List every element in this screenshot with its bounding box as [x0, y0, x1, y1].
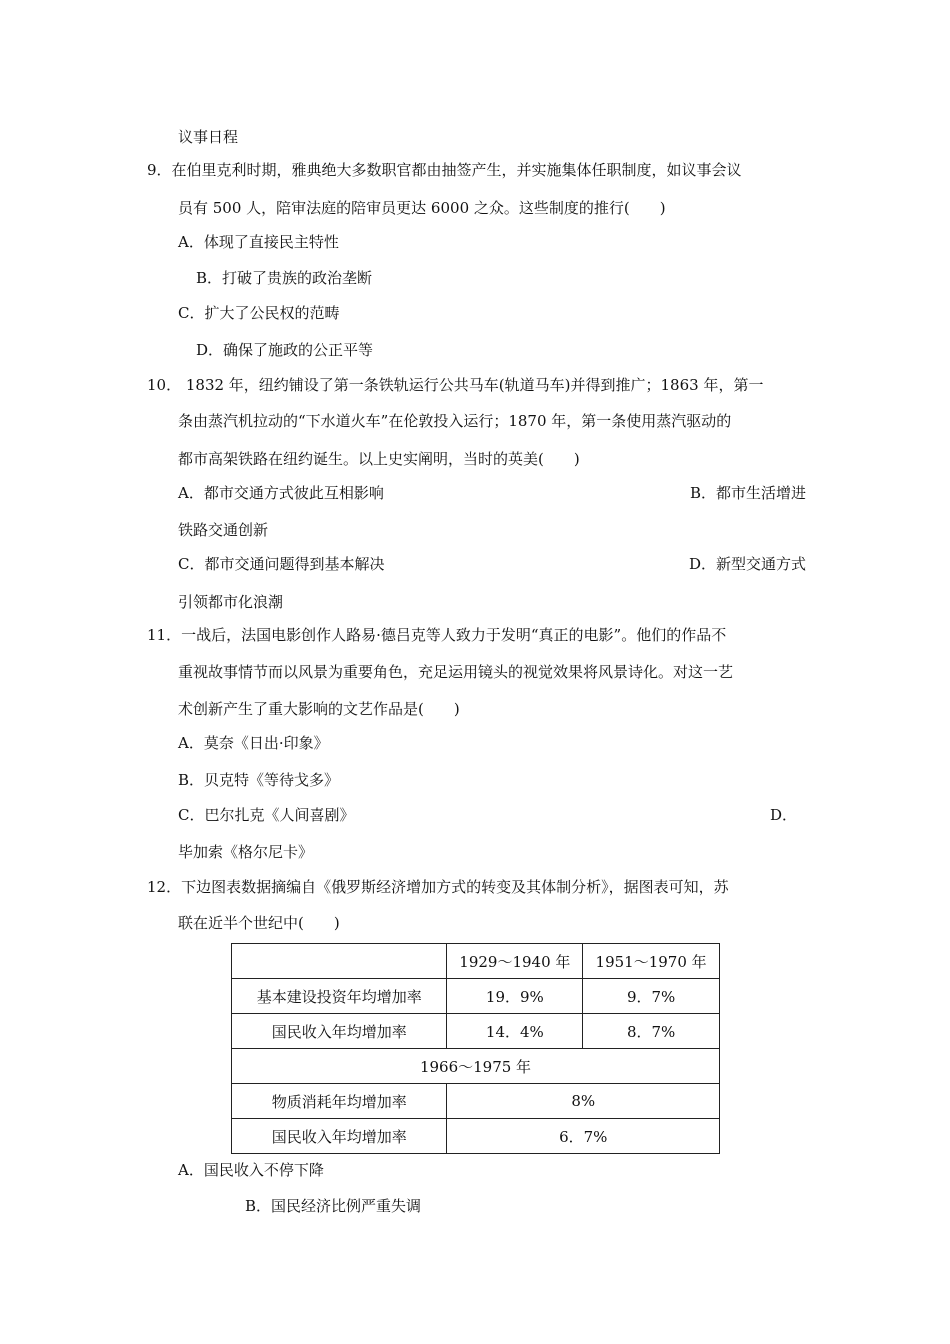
table-row-label: 国民收入年均增加率	[232, 1119, 447, 1154]
table-row	[232, 1049, 720, 1084]
question-11-stem-line3: 术创新产生了重大影响的文艺作品是( )	[178, 700, 460, 718]
table-row	[232, 1014, 720, 1049]
question-10-stem-line1: 10． 1832 年，纽约铺设了第一条铁轨运行公共马车(轨道马车)并得到推广；1863 年，第一	[147, 376, 764, 394]
question-9-stem-line2: 员有 500 人，陪审法庭的陪审员更达 6000 之众。这些制度的推行( )	[178, 199, 666, 217]
table-cell: 19．9%	[447, 979, 583, 1014]
question-9-option-d: D．确保了施政的公正平等	[196, 341, 374, 359]
question-11-stem-line1: 11．一战后，法国电影创作人路易·德吕克等人致力于发明“真正的电影”。他们的作品不	[147, 626, 727, 644]
table-row-label: 基本建设投资年均增加率	[232, 979, 447, 1014]
table-cell: 8．7%	[583, 1014, 720, 1049]
continued-text: 议事日程	[178, 128, 239, 146]
table-header-period-1: 1929～1940 年	[447, 944, 583, 979]
question-9-option-b: B．打破了贵族的政治垄断	[196, 269, 373, 287]
question-9-option-c: C．扩大了公民权的范畴	[178, 304, 340, 322]
table-row-label: 物质消耗年均增加率	[232, 1084, 447, 1119]
question-10-option-d-cont: 引领都市化浪潮	[178, 593, 284, 611]
question-12-option-b: B．国民经济比例严重失调	[245, 1197, 422, 1215]
question-12-stem-line2: 联在近半个世纪中( )	[178, 914, 340, 932]
question-11-option-b: B．贝克特《等待戈多》	[178, 771, 340, 789]
question-12-stem-line1: 12．下边图表数据摘编自《俄罗斯经济增加方式的转变及其体制分析》，据图表可知，苏	[147, 878, 729, 896]
table-header-period-2: 1951～1970 年	[583, 944, 720, 979]
question-11-stem-line2: 重视故事情节而以风景为重要角色，充足运用镜头的视觉效果将风景诗化。对这一艺	[178, 663, 734, 681]
table-cell: 6．7%	[447, 1119, 720, 1154]
table-row	[232, 979, 720, 1014]
data-table	[231, 943, 720, 1154]
table-row	[232, 944, 720, 979]
question-10-option-b: B．都市生活增进	[689, 484, 806, 502]
table-corner-cell	[232, 944, 447, 979]
table-cell: 8%	[447, 1084, 720, 1119]
question-12-option-a: A．国民收入不停下降	[178, 1161, 324, 1179]
question-10-option-c: C．都市交通问题得到基本解决	[178, 555, 385, 573]
question-10-option-a: A．都市交通方式彼此互相影响	[178, 484, 384, 502]
question-11-option-a: A．莫奈《日出·印象》	[178, 734, 329, 752]
table-cell: 14．4%	[447, 1014, 583, 1049]
question-10-option-d: D．新型交通方式	[688, 555, 806, 573]
table-row	[232, 1084, 720, 1119]
question-11-option-d-cont: 毕加索《格尔尼卡》	[178, 843, 314, 861]
question-11-option-d: D．	[769, 806, 797, 824]
question-9-stem-line1: 9．在伯里克利时期，雅典绝大多数职官都由抽签产生，并实施集体任职制度，如议事会议	[147, 161, 742, 179]
question-9-option-a: A．体现了直接民主特性	[178, 233, 339, 251]
table-row-label: 国民收入年均增加率	[232, 1014, 447, 1049]
table-header-period-3: 1966～1975 年	[232, 1049, 720, 1084]
question-10-stem-line2: 条由蒸汽机拉动的“下水道火车”在伦敦投入运行；1870 年，第一条使用蒸汽驱动的	[178, 412, 732, 430]
table-cell: 9．7%	[583, 979, 720, 1014]
question-11-option-c: C．巴尔扎克《人间喜剧》	[178, 806, 355, 824]
table-row	[232, 1119, 720, 1154]
question-10-stem-line3: 都市高架铁路在纽约诞生。以上史实阐明，当时的英美( )	[178, 450, 580, 468]
question-10-option-b-cont: 铁路交通创新	[178, 521, 269, 539]
